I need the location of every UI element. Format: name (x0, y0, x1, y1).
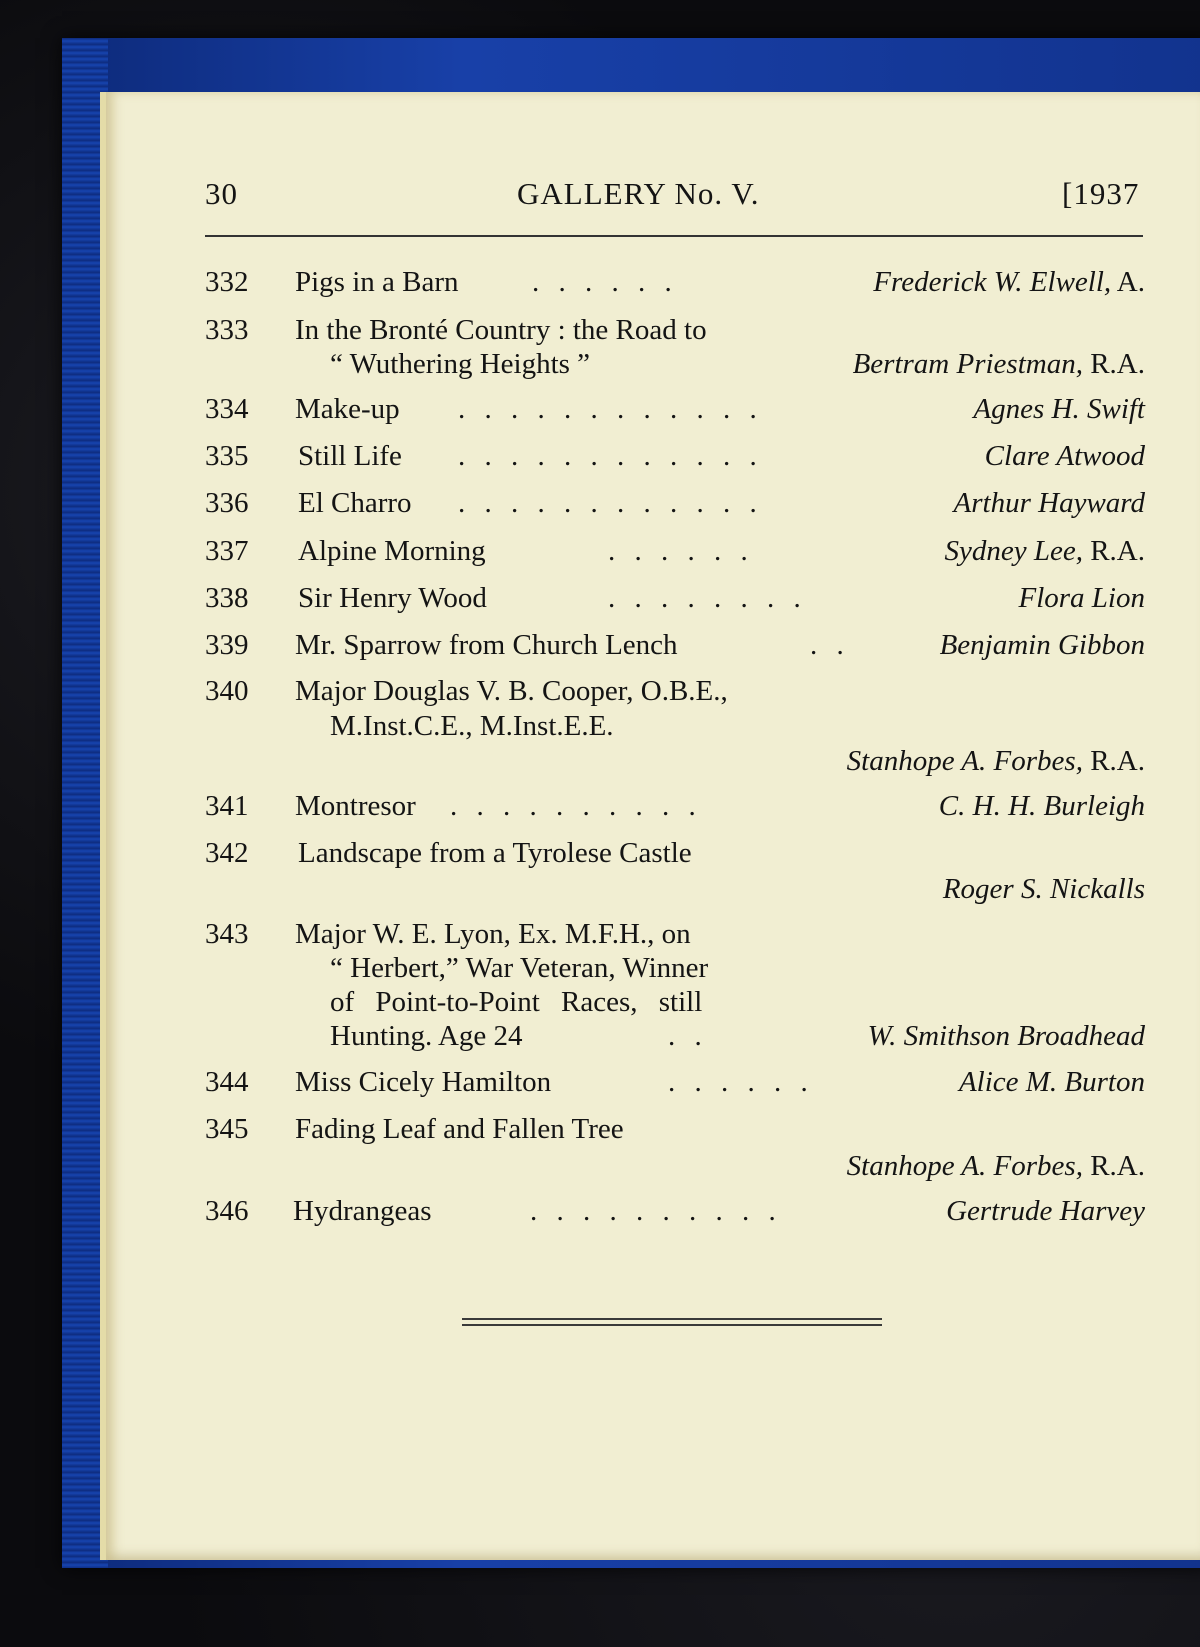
entry-number: 345 (205, 1113, 249, 1145)
entry-leader-dots: . . (668, 1020, 708, 1052)
entry-title: Fading Leaf and Fallen Tree (295, 1113, 624, 1145)
end-rule (462, 1318, 882, 1326)
entry-artist: Frederick W. Elwell, A. (873, 266, 1145, 298)
entry-artist: Bertram Priestman, R.A. (852, 348, 1145, 380)
entry-number: 337 (205, 535, 249, 567)
entry-artist: Arthur Hayward (953, 487, 1145, 519)
entry-number: 334 (205, 393, 249, 425)
entry-title: Miss Cicely Hamilton (295, 1066, 552, 1098)
entry-artist: Alice M. Burton (958, 1066, 1145, 1098)
header-rule (205, 235, 1143, 237)
entry-title: Alpine Morning (298, 535, 486, 567)
entry-artist: Gertrude Harvey (946, 1195, 1145, 1227)
entry-leader-dots: . . . . . . . . . . (530, 1195, 782, 1227)
entry-number: 342 (205, 837, 249, 869)
entry-title: Sir Henry Wood (298, 582, 487, 614)
entry-title-continued: “ Herbert,” War Veteran, Winner (330, 952, 709, 984)
entry-leader-dots: . . . . . . . . . . (450, 790, 702, 822)
entry-artist: Stanhope A. Forbes, R.A. (846, 1150, 1145, 1182)
entry-artist: Flora Lion (1018, 582, 1145, 614)
entry-artist: Stanhope A. Forbes, R.A. (846, 745, 1145, 777)
entry-title-continued: of Point-to-Point Races, still (330, 986, 703, 1018)
entry-title-continued: Hunting. Age 24 (330, 1020, 523, 1052)
entry-number: 346 (205, 1195, 249, 1227)
entry-title: Landscape from a Tyrolese Castle (298, 837, 692, 869)
book-page (100, 92, 1200, 1560)
entry-title: Montresor (295, 790, 416, 822)
entry-number: 339 (205, 629, 249, 661)
entry-leader-dots: . . . . . . . . . . . . (458, 487, 763, 519)
page-title: GALLERY No. V. (517, 176, 760, 211)
entry-artist: Agnes H. Swift (973, 393, 1145, 425)
entry-artist: Clare Atwood (984, 440, 1145, 472)
entry-title: Still Life (298, 440, 402, 472)
entry-leader-dots: . . . . . . (608, 535, 754, 567)
page-number: 30 (205, 176, 238, 211)
entry-leader-dots: . . . . . . . . (608, 582, 807, 614)
entry-title: Major Douglas V. B. Cooper, O.B.E., (295, 675, 728, 707)
entry-title: Hydrangeas (293, 1195, 432, 1227)
entry-leader-dots: . . . . . . (668, 1066, 814, 1098)
entry-number: 340 (205, 675, 249, 707)
entry-title: El Charro (298, 487, 412, 519)
entry-artist: C. H. H. Burleigh (938, 790, 1145, 822)
entry-artist: Benjamin Gibbon (939, 629, 1145, 661)
entry-title: Make-up (295, 393, 400, 425)
entry-number: 344 (205, 1066, 249, 1098)
entry-leader-dots: . . . . . . . . . . . . (458, 440, 763, 472)
entry-title: Major W. E. Lyon, Ex. M.F.H., on (295, 918, 691, 950)
entry-number: 336 (205, 487, 249, 519)
year-label: [1937 (1062, 176, 1140, 211)
entry-leader-dots: . . . . . . . . . . . . (458, 393, 763, 425)
entry-number: 343 (205, 918, 249, 950)
entry-leader-dots: . . . . . . (532, 266, 678, 298)
entry-number: 333 (205, 314, 249, 346)
entry-number: 341 (205, 790, 249, 822)
entry-title: Mr. Sparrow from Church Lench (295, 629, 678, 661)
entry-artist: W. Smithson Broadhead (867, 1020, 1145, 1052)
entry-artist: Sydney Lee, R.A. (944, 535, 1145, 567)
entry-artist: Roger S. Nickalls (942, 873, 1145, 905)
entry-number: 332 (205, 266, 249, 298)
entry-title: In the Bronté Country : the Road to (295, 314, 707, 346)
entry-title-continued: M.Inst.C.E., M.Inst.E.E. (330, 710, 614, 742)
entry-title-continued: “ Wuthering Heights ” (330, 348, 591, 380)
entry-number: 338 (205, 582, 249, 614)
entry-leader-dots: . . (810, 629, 850, 661)
entry-number: 335 (205, 440, 249, 472)
entry-title: Pigs in a Barn (295, 266, 459, 298)
